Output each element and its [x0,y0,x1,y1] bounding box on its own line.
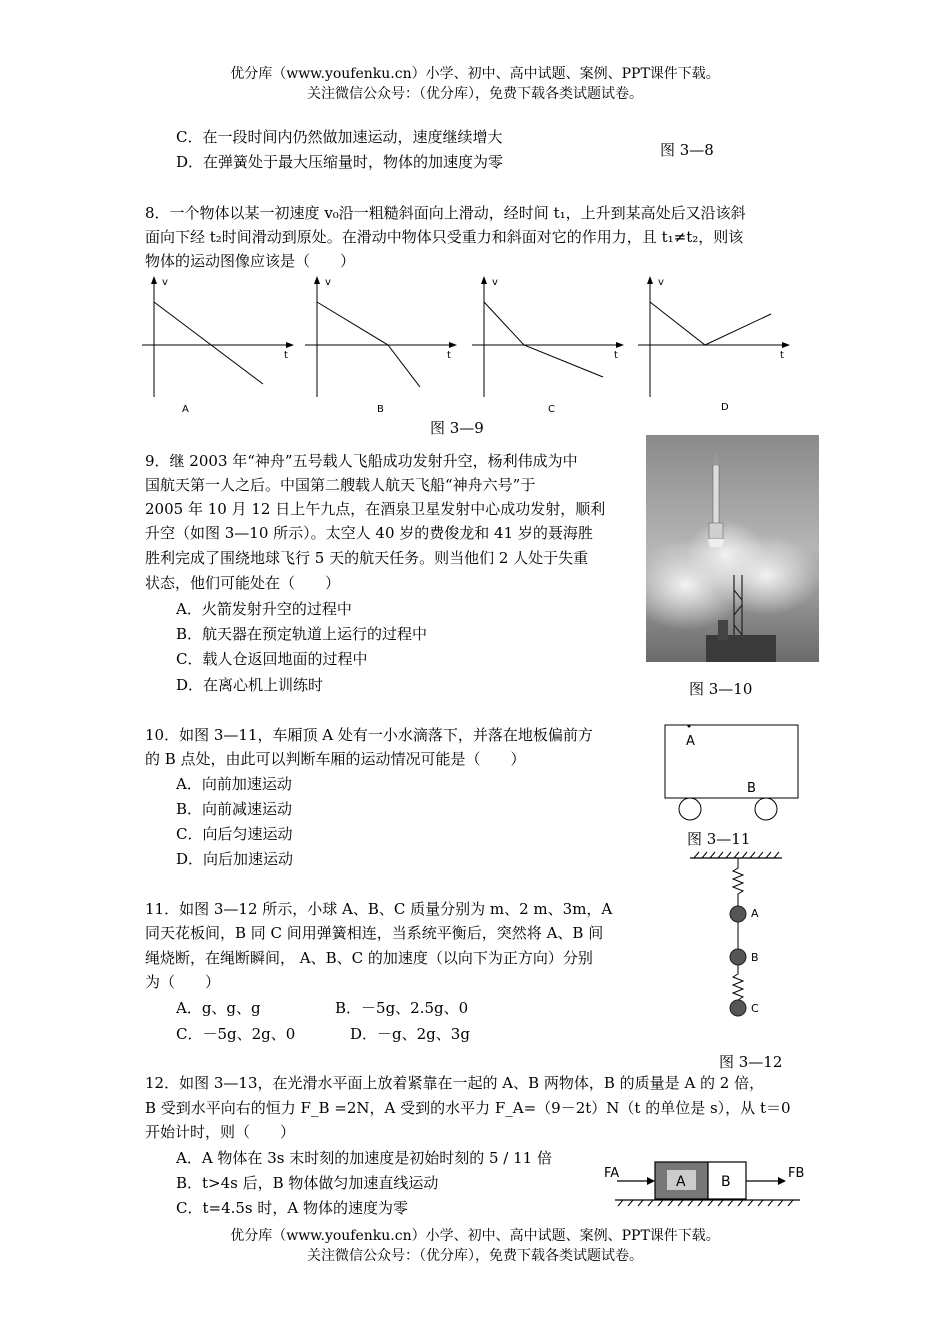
graph-c-v-label: v [492,277,498,288]
q10-option-a: A．向前加速运动 [176,775,292,793]
figure-3-11-caption: 图 3—11 [687,830,751,848]
q9-line-2: 国航天第一人之后。中国第二艘载人航天飞船“神舟六号”于 [145,476,536,494]
q8-line-3: 物体的运动图像应该是（ ） [145,252,356,270]
q11-line-1: 11．如图 3—12 所示，小球 A、B、C 质量分别为 m、2 m、3m，A [145,900,613,918]
header-line-2: 关注微信公众号：（优分库），免费下载各类试题试卷。 [307,86,643,102]
q11-line-4: 为（ ） [145,973,221,991]
graph-d-line [650,302,771,345]
q7-option-c: C．在一段时间内仍然做加速运动，速度继续增大 [176,128,503,146]
force-b-label: FB [788,1166,805,1181]
q10-option-c: C．向后匀速运动 [176,825,293,843]
q9-line-5: 胜利完成了围绕地球飞行 5 天的航天任务。则当他们 2 人处于失重 [145,549,589,567]
graph-a-label: A [182,404,189,415]
q9-line-3: 2005 年 10 月 12 日上午九点，在酒泉卫星发射中心成功发射，顺利 [145,500,606,518]
q8-line-2: 面向下经 t₂时间滑动到原处。在滑动中物体只受重力和斜面对它的作用力，且 t₁≠t₂，则该 [145,228,744,246]
footer-line-1: 优分库（www.youfenku.cn）小学、初中、高中试题、案例、PPT课件下载。 [230,1228,720,1244]
graph-b-label: B [377,404,384,415]
carriage-label-a: A [686,734,695,749]
q12-option-b: B．t>4s 后，B 物体做匀加速直线运动 [176,1174,439,1192]
graph-a-t-label: t [284,350,288,361]
graph-c-line [484,302,603,377]
q12-line-1: 12．如图 3—13，在光滑水平面上放着紧靠在一起的 A、B 两物体，B 的质量是 A 的 2 倍， [145,1074,765,1092]
q9-option-d: D．在离心机上训练时 [176,676,324,694]
q10-line-2: 的 B 点处，由此可以判断车厢的运动情况可能是（ ） [145,750,526,768]
header-line-1: 优分库（www.youfenku.cn）小学、初中、高中试题、案例、PPT课件下载。 [230,66,720,82]
q10-option-d: D．向后加速运动 [176,850,294,868]
rocket-launch-photo [646,435,819,662]
figure-3-13-blocks [600,1155,815,1210]
q7-option-d: D．在弹簧处于最大压缩量时，物体的加速度为零 [176,153,504,171]
q11-option-a: A．g、g、g [176,999,261,1017]
q11-option-d: D．－g、2g、3g [350,1025,470,1043]
ball-a-label: A [751,907,759,920]
q10-line-1: 10．如图 3—11，车厢顶 A 处有一小水滴落下，并落在地板偏前方 [145,726,593,744]
figure-3-12-caption: 图 3—12 [719,1053,783,1071]
ball-b-label: B [751,951,759,964]
figure-3-11-carriage [660,720,805,825]
block-b-label: B [721,1174,731,1190]
q8-line-1: 8．一个物体以某一初速度 v₀沿一粗糙斜面向上滑动，经时间 t₁，上升到某高处后又沿该斜 [145,204,746,222]
q11-option-b: B．－5g、2.5g、0 [335,999,469,1017]
graph-d-label: D [721,402,729,413]
q11-line-3: 绳烧断，在绳断瞬间， A、B、C 的加速度（以向下为正方向）分别 [145,949,593,967]
figure-3-10-caption: 图 3—10 [689,680,753,698]
graph-b-t-label: t [447,350,451,361]
q12-option-c: C．t=4.5s 时，A 物体的速度为零 [176,1199,408,1217]
q11-line-2: 同天花板间，B 同 C 间用弹簧相连，当系统平衡后，突然将 A、B 间 [145,924,604,942]
q9-line-1: 9．继 2003 年“神舟”五号载人飞船成功发射升空，杨利伟成为中 [145,452,578,470]
figure-3-9-graphs [140,272,800,422]
force-a-label: FA [604,1166,620,1181]
graph-d-t-label: t [780,350,784,361]
figure-3-12-spring-system [688,850,788,1025]
graph-c-label: C [548,404,555,415]
footer-line-2: 关注微信公众号：（优分库），免费下载各类试题试卷。 [307,1248,643,1264]
q9-line-4: 升空（如图 3—10 所示）。太空人 40 岁的费俊龙和 41 岁的聂海胜 [145,524,593,542]
q12-line-3: 开始计时，则（ ） [145,1123,296,1141]
graph-a-v-label: v [162,277,168,288]
graph-d-v-label: v [658,277,664,288]
graph-b-v-label: v [325,277,331,288]
carriage-label-b: B [747,781,756,796]
q12-line-2: B 受到水平向右的恒力 F_B =2N，A 受到的水平力 F_A=（9－2t）N（t 的单位是 s），从 t＝0 [145,1099,791,1117]
q9-option-b: B．航天器在预定轨道上运行的过程中 [176,625,428,643]
q9-line-6: 状态，他们可能处在（ ） [145,574,341,592]
q10-option-b: B．向前减速运动 [176,800,293,818]
block-a-label: A [676,1174,686,1190]
graph-a-line [154,302,263,384]
q12-option-a: A．A 物体在 3s 末时刻的加速度是初始时刻的 5 / 11 倍 [176,1149,552,1167]
ball-c-label: C [751,1002,759,1015]
q9-option-c: C．载人仓返回地面的过程中 [176,650,368,668]
q9-option-a: A．火箭发射升空的过程中 [176,600,352,618]
figure-3-9-caption: 图 3—9 [430,419,484,437]
q11-option-c: C．－5g、2g、0 [176,1025,296,1043]
figure-3-8-caption: 图 3—8 [660,141,714,159]
graph-c-t-label: t [614,350,618,361]
